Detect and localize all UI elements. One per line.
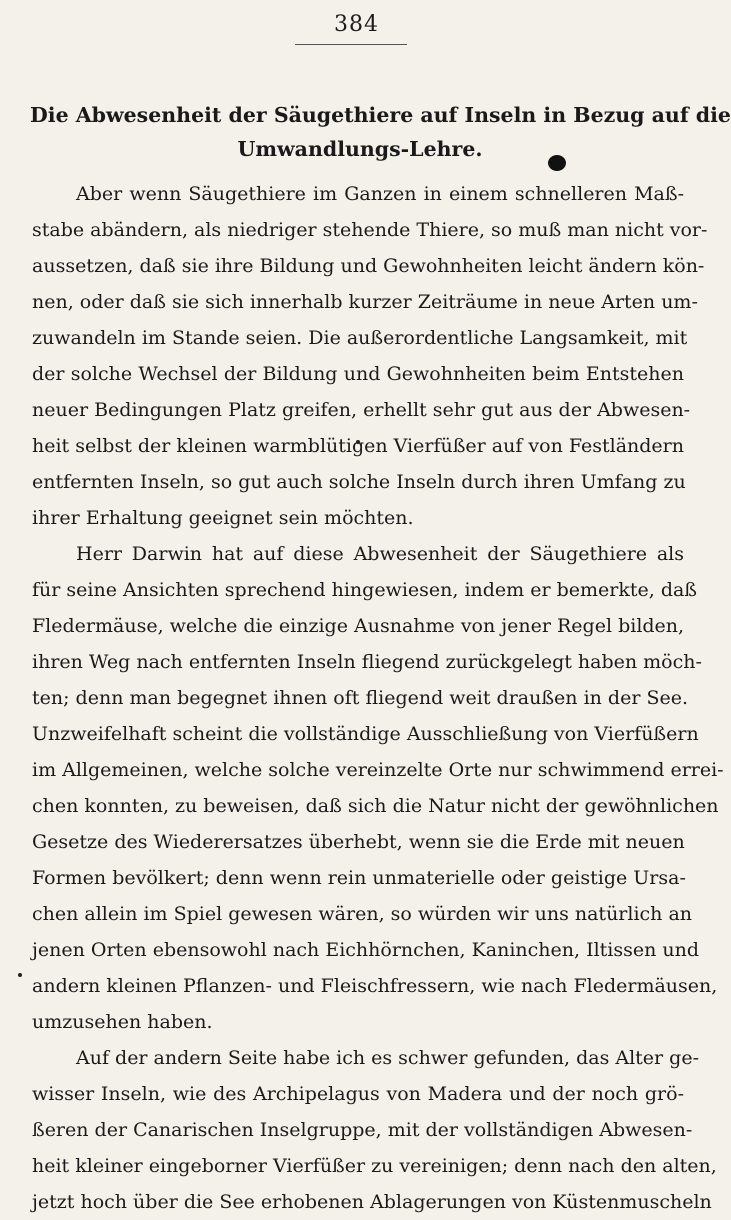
text-line: ten; denn man begegnet ihnen oft fliegend weit draußen in der See. [32,687,688,709]
text-line: stabe abändern, als niedriger stehende Thiere, so muß man nicht vor- [32,219,708,241]
text-line: jenen Orten ebensowohl nach Eichhörnchen, Kaninchen, Iltissen und [32,939,700,961]
text-line: Gesetze des Wiederersatzes überhebt, wenn sie die Erde mit neuen [32,831,685,853]
text-line: ihrer Erhaltung geeignet sein möchten. [32,507,414,529]
text-line: der solche Wechsel der Bildung und Gewohnheiten beim Entstehen [32,363,684,385]
text-line: im Allgemeinen, welche solche vereinzelte Orte nur schwimmend errei- [32,759,724,781]
section-heading-line-1: Die Abwesenheit der Säugethiere auf Inseln in Bezug auf die [30,103,731,127]
text-line: ihren Weg nach entfernten Inseln fliegend zurückgelegt haben möch- [32,651,702,673]
text-line: heit selbst der kleinen warmblütigen Vierfüßer auf von Festländern [32,435,684,457]
ink-speck [18,973,22,977]
section-heading-line-2: Umwandlungs-Lehre. [237,137,483,161]
text-line: aussetzen, daß sie ihre Bildung und Gewohnheiten leicht ändern kön- [32,255,705,277]
text-line: neuer Bedingungen Platz greifen, erhellt sehr gut aus der Abwesen- [32,399,691,421]
text-line: ßeren der Canarischen Inselgruppe, mit der vollständigen Abwesen- [32,1119,693,1141]
text-line: Auf der andern Seite habe ich es schwer gefunden, das Alter ge- [76,1047,699,1069]
text-line: wisser Inseln, wie des Archipelagus von Madera und der noch grö- [32,1083,684,1105]
page-number-rule [295,44,407,45]
section-heading [30,98,731,166]
text-line: umzusehen haben. [32,1011,213,1033]
text-line: chen konnten, zu beweisen, daß sich die Natur nicht der gewöhnlichen [32,795,719,817]
text-line: Aber wenn Säugethiere im Ganzen in einem schnelleren Maß- [76,183,684,205]
text-line: andern kleinen Pflanzen- und Fleischfressern, wie nach Fledermäusen, [32,975,718,997]
text-line: Herr Darwin hat auf diese Abwesenheit der Säugethiere als [76,543,684,565]
text-line: jetzt hoch über die See erhobenen Ablagerungen von Küstenmuscheln [32,1191,712,1213]
page-number: 384 [334,12,379,37]
text-line: Unzweifelhaft scheint die vollständige Ausschließung von Vierfüßern [32,723,699,745]
text-line: chen allein im Spiel gewesen wären, so würden wir uns natürlich an [32,903,693,925]
text-line: Fledermäuse, welche die einzige Ausnahme von jener Regel bilden, [32,615,685,637]
ink-blot [548,155,566,171]
text-line: entfernten Inseln, so gut auch solche Inseln durch ihren Umfang zu [32,471,686,493]
text-line: für seine Ansichten sprechend hingewiesen, indem er bemerkte, daß [32,579,697,601]
text-line: zuwandeln im Stande seien. Die außerordentliche Langsamkeit, mit [32,327,688,349]
text-line: heit kleiner eingeborner Vierfüßer zu vereinigen; denn nach den alten, [32,1155,717,1177]
text-line: Formen bevölkert; denn wenn rein unmaterielle oder geistige Ursa- [32,867,686,889]
text-line: nen, oder daß sie sich innerhalb kurzer Zeiträume in neue Arten um- [32,291,698,313]
